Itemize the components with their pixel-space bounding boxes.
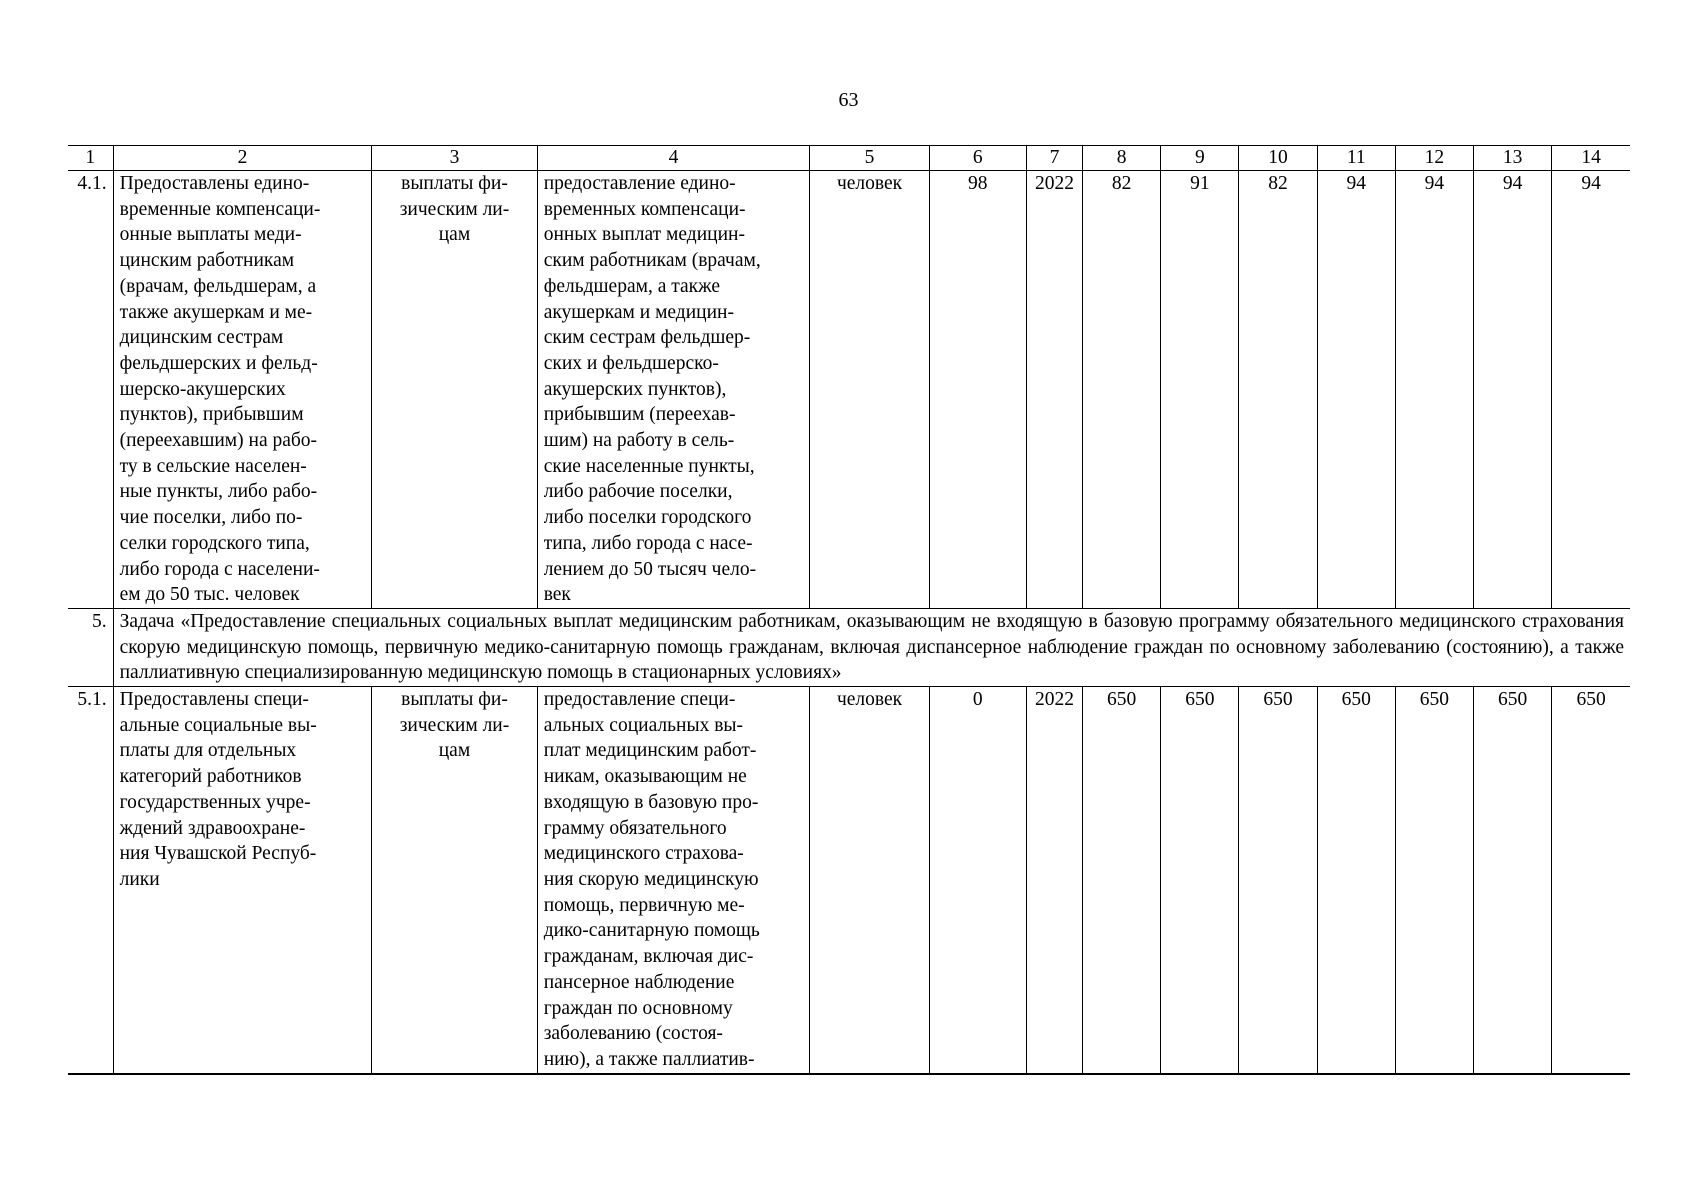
column-header: 13 <box>1473 146 1551 171</box>
row-number: 4.1. <box>68 171 113 609</box>
type-cell <box>372 687 537 1074</box>
row-number: 5. <box>68 608 113 686</box>
value-cell: 650 <box>1161 687 1239 1074</box>
column-header: 2 <box>113 146 372 171</box>
column-header: 1 <box>68 146 113 171</box>
column-header: 10 <box>1239 146 1317 171</box>
indicator-text: предоставление едино- временных компенсаци- онных выплат медицин- ским работникам (врачам, фельдшерам, а также акушеркам и медицин- ским сестрам фельдшер- ских и фельдшерско- акушерских пунктов), прибывшим (переехав- шим) на работу в сель- ские населенные пункты, либо рабочие поселки, либо поселки городского типа, либо города с насе- лением до 50 тысяч чело- век <box>543 173 761 606</box>
indicator-cell <box>537 171 810 609</box>
table-header-row <box>68 146 1630 171</box>
column-header: 8 <box>1083 146 1161 171</box>
indicators-table <box>68 145 1630 1075</box>
column-header: 7 <box>1026 146 1082 171</box>
task-cell: Задача «Предоставление специальных социальных выплат медицинским работникам, оказывающим не входящую в базовую программу обязательного медицинского страхования скорую медицинскую помощь, первичную медико-санитарную помощь гражданам, включая диспансерное наблюдение граждан по основному заболеванию (состоянию), а также паллиативную специализированную медицинскую помощь в стационарных условиях» <box>113 608 1630 686</box>
indicator-cell <box>537 687 810 1074</box>
table-row-4-1 <box>68 171 1630 609</box>
result-cell <box>113 171 372 609</box>
column-header: 4 <box>537 146 810 171</box>
value-cell: 650 <box>1317 687 1395 1074</box>
value-cell: 82 <box>1239 171 1317 609</box>
type-text: выплаты фи- зическим ли- цам <box>399 173 510 246</box>
page-number: 63 <box>838 89 859 111</box>
type-text: выплаты фи- зическим ли- цам <box>399 689 510 762</box>
column-header: 12 <box>1395 146 1473 171</box>
column-header: 11 <box>1317 146 1395 171</box>
value-cell: 94 <box>1317 171 1395 609</box>
row-number: 5.1. <box>68 687 113 1074</box>
indicator-text: предоставление специ- альных социальных вы- плат медицинским работ- никам, оказывающим не входящую в базовую про- грамму обязательного медицинского страхова- ния скорую медицинскую помощь, первичную ме- дико-санитарную помощь гражданам, включая дис- пансерное наблюдение граждан по основному заболеванию (состоя- нию), а также паллиатив- <box>543 689 760 1070</box>
value-cell: 650 <box>1473 687 1551 1074</box>
column-header: 9 <box>1161 146 1239 171</box>
column-header: 14 <box>1552 146 1630 171</box>
base-value-cell: 0 <box>929 687 1026 1074</box>
type-cell <box>372 171 537 609</box>
value-cell: 94 <box>1473 171 1551 609</box>
value-cell: 94 <box>1552 171 1630 609</box>
column-header: 5 <box>810 146 929 171</box>
result-text: Предоставлены едино- временные компенсаци- онные выплаты меди- цинским работникам (врачам, фельдшерам, а также акушеркам и ме- дицинским сестрам фельдшерских и фельд- шерско-акушерских пунктов), прибывшим (переехавшим) на рабо- ту в сельские населен- ные пункты, либо рабо- чие поселки, либо по- селки городского типа, либо города с населени- ем до 50 тыс. человек <box>119 173 321 606</box>
value-cell: 82 <box>1083 171 1161 609</box>
unit-cell: человек <box>810 687 929 1074</box>
table-row-5-1 <box>68 687 1630 1074</box>
value-cell: 650 <box>1239 687 1317 1074</box>
value-cell: 91 <box>1161 171 1239 609</box>
base-value-cell: 98 <box>929 171 1026 609</box>
result-text: Предоставлены специ- альные социальные вы- платы для отдельных категорий работников государственных учре- ждений здравоохране- ния Чувашской Респуб- лики <box>119 689 317 890</box>
value-cell: 650 <box>1083 687 1161 1074</box>
value-cell: 650 <box>1552 687 1630 1074</box>
base-year-cell: 2022 <box>1026 171 1082 609</box>
table-row-5 <box>68 608 1630 686</box>
value-cell: 650 <box>1395 687 1473 1074</box>
value-cell: 94 <box>1395 171 1473 609</box>
unit-cell: человек <box>810 171 929 609</box>
result-cell <box>113 687 372 1074</box>
column-header: 3 <box>372 146 537 171</box>
base-year-cell: 2022 <box>1026 687 1082 1074</box>
column-header: 6 <box>929 146 1026 171</box>
